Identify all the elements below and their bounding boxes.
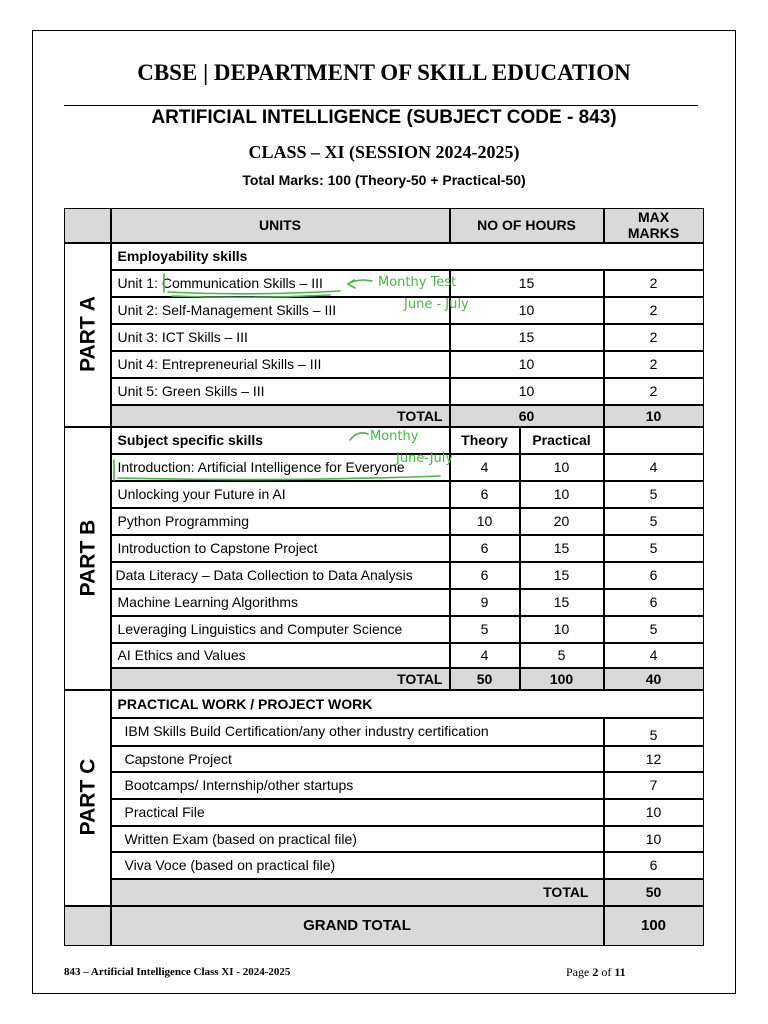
title-rule: [64, 105, 698, 106]
table-row-unit: AI Ethics and Values: [111, 643, 450, 668]
table-row-hours: 15: [450, 324, 604, 351]
annotation-note-2b: June-July: [396, 451, 454, 466]
table-row-practical: 15: [520, 589, 604, 616]
table-row-unit: Data Literacy – Data Collection to Data Analysis: [111, 562, 450, 589]
part-b-total-practical: 100: [520, 668, 604, 690]
table-row-marks: 2: [604, 270, 704, 297]
subject-title: ARTIFICIAL INTELLIGENCE (SUBJECT CODE - 843): [151, 107, 617, 128]
header-units: UNITS: [111, 208, 450, 243]
class-session: CLASS – XI (SESSION 2024-2025): [248, 142, 520, 162]
table-row-item: IBM Skills Build Certification/any other industry certification: [111, 718, 604, 746]
table-row-hours: 10: [450, 297, 604, 324]
part-c-total-label: TOTAL: [111, 879, 604, 906]
table-row-item: Capstone Project: [111, 746, 604, 772]
part-c-heading: PRACTICAL WORK / PROJECT WORK: [111, 690, 704, 718]
table-row-marks: 7: [604, 772, 704, 799]
table-row-marks: 10: [604, 799, 704, 826]
part-c-label-cell: [64, 690, 111, 906]
footer-left: 843 – Artificial Intelligence Class XI - 2024-2025: [64, 966, 291, 978]
table-row-unit: Python Programming: [111, 508, 450, 535]
org-title: CBSE | DEPARTMENT OF SKILL EDUCATION: [137, 60, 631, 85]
table-row-theory: 6: [450, 535, 520, 562]
grand-total-value: 100: [604, 906, 704, 946]
part-b-total-theory: 50: [450, 668, 520, 690]
page-prefix: Page: [566, 965, 593, 979]
page-mid: of: [598, 965, 615, 979]
table-row-unit: Unlocking your Future in AI: [111, 481, 450, 508]
table-row-marks: 6: [604, 562, 704, 589]
table-row-practical: 20: [520, 508, 604, 535]
table-row-theory: 4: [450, 643, 520, 668]
part-b-label-cell: [64, 427, 111, 690]
table-row-marks: 6: [604, 852, 704, 879]
total-marks-line: Total Marks: 100 (Theory-50 + Practical-50): [242, 172, 526, 188]
table-row-unit: Unit 2: Self-Management Skills – III: [111, 297, 450, 324]
table-row-theory: 4: [450, 454, 520, 481]
table-row-marks: 6: [604, 589, 704, 616]
table-row-unit: Leveraging Linguistics and Computer Science: [111, 616, 450, 643]
table-row-theory: 6: [450, 562, 520, 589]
table-row-marks: 5: [604, 718, 704, 746]
table-row-marks: 5: [604, 535, 704, 562]
table-row-unit: Unit 3: ICT Skills – III: [111, 324, 450, 351]
grand-total-blank-cell: [64, 906, 111, 946]
table-row-marks: 2: [604, 324, 704, 351]
table-row-unit: Unit 5: Green Skills – III: [111, 378, 450, 405]
header-max-marks: MAX MARKS: [604, 208, 704, 243]
table-row-practical: 15: [520, 562, 604, 589]
annotation-note-2a: Monthy: [370, 429, 419, 444]
table-row-item: Bootcamps/ Internship/other startups: [111, 772, 604, 799]
part-c-label: PART C: [76, 758, 99, 835]
table-row-unit: Machine Learning Algorithms: [111, 589, 450, 616]
table-row-item: Written Exam (based on practical file): [111, 826, 604, 852]
table-row-hours: 15: [450, 270, 604, 297]
part-b-blank-cell: [604, 427, 704, 454]
table-row-theory: 10: [450, 508, 520, 535]
table-row-marks: 2: [604, 351, 704, 378]
part-b-total-label: TOTAL: [111, 668, 450, 690]
table-row-marks: 2: [604, 297, 704, 324]
part-a-heading: Employability skills: [111, 243, 704, 270]
table-row-unit: Introduction to Capstone Project: [111, 535, 450, 562]
table-row-marks: 5: [604, 508, 704, 535]
part-b-practical-header: Practical: [520, 427, 604, 454]
part-a-total-hours: 60: [450, 405, 604, 427]
part-b-theory-header: Theory: [450, 427, 520, 454]
table-row-marks: 5: [604, 616, 704, 643]
table-row-marks: 2: [604, 378, 704, 405]
table-row-unit: Unit 1: Communication Skills – III: [111, 270, 450, 297]
table-row-hours: 10: [450, 378, 604, 405]
part-a-total-label: TOTAL: [111, 405, 450, 427]
table-row-marks: 4: [604, 643, 704, 668]
table-row-practical: 15: [520, 535, 604, 562]
table-row-practical: 5: [520, 643, 604, 668]
table-row-theory: 5: [450, 616, 520, 643]
table-row-theory: 9: [450, 589, 520, 616]
header-blank-cell: [64, 208, 111, 243]
annotation-note-1b: June - July: [404, 297, 469, 312]
table-row-item: Practical File: [111, 799, 604, 826]
part-b-heading: Subject specific skills: [111, 427, 450, 454]
grand-total-label: GRAND TOTAL: [111, 906, 604, 946]
table-row-practical: 10: [520, 454, 604, 481]
table-row-unit: Unit 4: Entrepreneurial Skills – III: [111, 351, 450, 378]
table-row-item: Viva Voce (based on practical file): [111, 852, 604, 879]
part-a-label: PART A: [76, 295, 99, 372]
part-a-label-cell: [64, 243, 111, 427]
table-row-marks: 5: [604, 481, 704, 508]
table-row-marks: 12: [604, 746, 704, 772]
page-total: 11: [614, 965, 626, 979]
table-row-practical: 10: [520, 616, 604, 643]
table-row-marks: 4: [604, 454, 704, 481]
page-num: 2: [592, 965, 599, 979]
table-row-marks: 10: [604, 826, 704, 852]
marks-table: [64, 208, 704, 946]
table-row-unit: Introduction: Artificial Intelligence for Everyone: [111, 454, 450, 481]
annotation-note-1a: Monthy Test: [378, 275, 457, 290]
part-a-total-marks: 10: [604, 405, 704, 427]
table-row-hours: 10: [450, 351, 604, 378]
part-b-label: PART B: [76, 519, 99, 596]
part-b-total-marks: 40: [604, 668, 704, 690]
part-c-total-marks: 50: [604, 879, 704, 906]
header-hours: NO OF HOURS: [450, 208, 604, 243]
footer-page-number: [566, 965, 626, 980]
table-row-practical: 10: [520, 481, 604, 508]
table-row-theory: 6: [450, 481, 520, 508]
